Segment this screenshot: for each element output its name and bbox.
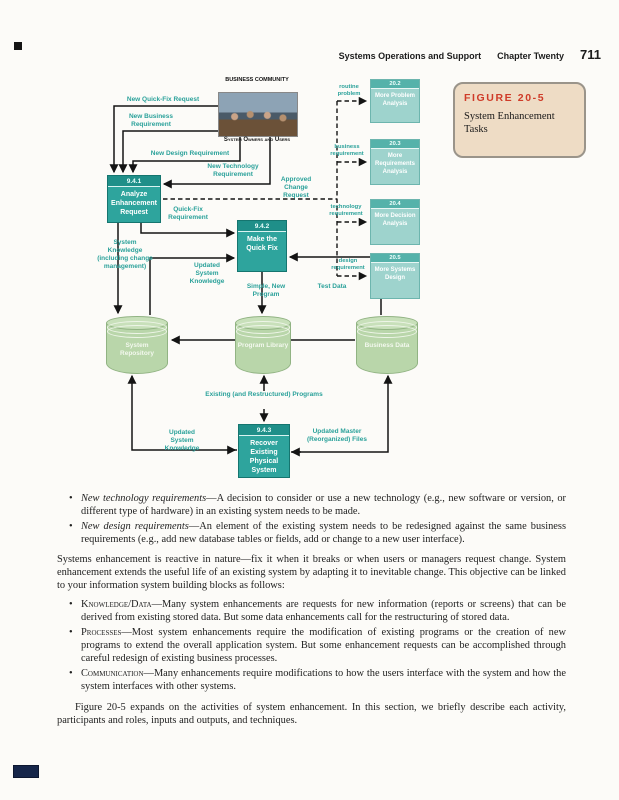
flow-existing-programs: Existing (and Restructured) Programs <box>205 391 323 398</box>
system-owners-users-caption: System Owners and Users <box>223 137 291 143</box>
flow-quick-fix-requirement: Quick-Fix Requirement <box>168 206 208 222</box>
bullet-term: New design requirements <box>81 521 189 532</box>
reference-id: 20.4 <box>371 200 419 209</box>
datastore-program-library <box>235 316 291 374</box>
meeting-photo <box>218 92 298 137</box>
cylinder-ring <box>236 325 290 338</box>
datastore-system-repository <box>106 316 168 374</box>
datastore-label: Business Data <box>364 342 410 349</box>
flow-approved-change-request: Approved Change Request <box>280 176 312 200</box>
datastore-label: System Repository <box>120 342 154 358</box>
reference-id: 20.3 <box>371 140 419 149</box>
flow-routine-problem: routine problem <box>337 84 361 98</box>
process-name: Recover Existing Physical System <box>249 440 279 475</box>
reference-name: More Decision Analysis <box>374 213 416 228</box>
flow-simple-new-program: Simple, New Program <box>246 283 286 299</box>
bullet-marker: • <box>69 493 73 504</box>
process-make-the-quick-fix <box>237 220 287 272</box>
reference-more-requirements-analysis <box>370 139 420 185</box>
figure-number: FIGURE 20-5 <box>464 92 546 104</box>
reference-id: 20.2 <box>371 80 419 89</box>
bullet-knowledge-data <box>69 598 566 624</box>
paragraph-systems-enhancement: Systems enhancement is reactive in nature—fix it when it breaks or when users or managers request change. System enhancement extends the useful life of an existing system by adapting it to inevitable change. This objective can be linked to your information system building blocks as follows: <box>57 554 566 591</box>
bullet-processes <box>69 626 566 665</box>
bullet-text: —Many enhancements require modifications to how the users interface with the system and how the system interfaces with other systems. <box>81 668 566 692</box>
page-number: 711 <box>580 47 601 62</box>
flow-new-design-requirement: New Design Requirement <box>150 150 230 157</box>
reference-id: 20.5 <box>371 254 419 263</box>
bullet-text: —Most system enhancements require the modification of existing programs or the creation of new programs to extend the overall application system. But some enhancement requests can be accomplished through careful redesign of existing business processes. <box>81 627 566 664</box>
flow-new-business-requirement: New Business Requirement <box>128 113 174 129</box>
reference-name: More Systems Design <box>374 267 416 282</box>
bullet-marker: • <box>69 668 73 679</box>
bullet-term: Knowledge/Data <box>81 599 152 610</box>
flow-new-quick-fix-request: New Quick-Fix Request <box>126 96 200 103</box>
flow-updated-system-knowledge-2: Updated System Knowledge <box>164 429 200 453</box>
page-corner-mark <box>13 765 39 778</box>
reference-more-systems-design <box>370 253 420 299</box>
process-id: 9.4.3 <box>239 425 289 436</box>
datastore-business-data <box>356 316 418 374</box>
section-title: Systems Operations and Support <box>338 51 482 61</box>
flow-updated-master-files: Updated Master (Reorganized) Files <box>307 428 367 444</box>
cylinder-ring <box>357 325 417 338</box>
reference-more-decision-analysis <box>370 199 420 245</box>
flow-technology-requirement: technology requirement <box>329 204 363 218</box>
bullet-term: Communication <box>81 668 144 679</box>
bullet-term: Processes <box>81 627 122 638</box>
bullet-marker: • <box>69 599 73 610</box>
reference-more-problem-analysis <box>370 79 420 123</box>
bullet-term: New technology requirements <box>81 493 207 504</box>
bullet-text: —An element of the existing system needs to be redesigned against the same business requirements (e.g., add new database tables or fields, add or change to a new user interface). <box>81 521 566 545</box>
flow-test-data: Test Data <box>317 283 347 290</box>
process-id: 9.4.1 <box>108 176 160 187</box>
reference-name: More Requirements Analysis <box>374 153 415 176</box>
process-name: Make the Quick Fix <box>246 236 278 253</box>
chapter-title: Chapter Twenty <box>497 51 565 61</box>
business-community-label: BUSINESS COMMUNITY <box>225 77 289 83</box>
process-id: 9.4.2 <box>238 221 286 232</box>
flow-system-knowledge: System Knowledge (including change management) <box>97 239 153 271</box>
reference-name: More Problem Analysis <box>374 93 415 108</box>
flow-updated-system-knowledge: Updated System Knowledge <box>189 262 225 286</box>
bullet-new-design-requirements <box>69 520 566 546</box>
bullet-marker: • <box>69 521 73 532</box>
datastore-label: Program Library <box>237 342 289 349</box>
process-name: Analyze Enhancement Request <box>111 191 157 217</box>
bullet-communication <box>69 667 566 693</box>
bullet-marker: • <box>69 627 73 638</box>
flow-new-technology-requirement: New Technology Requirement <box>207 163 259 179</box>
bullet-text: —Many system enhancements are requests for new information (reports or screens) that can be derived from existing stored data. But some data enhancements call for the restructuring of stored data. <box>81 599 566 623</box>
bullet-new-technology-requirements <box>69 492 566 518</box>
figure-title: System Enhancement Tasks <box>464 111 555 136</box>
cylinder-ring <box>107 325 167 338</box>
flow-design-requirement: design requirement <box>331 258 365 272</box>
paragraph-figure-expands: Figure 20-5 expands on the activities of system enhancement. In this section, we briefly describe each activity, participants and roles, inputs and outputs, and techniques. <box>57 702 566 726</box>
flow-business-requirement: business requirement <box>330 144 364 158</box>
body-text <box>57 492 566 727</box>
process-recover-existing-physical-system <box>238 424 290 478</box>
bullet-text: —A decision to consider or use a new technology (e.g., new software or version, or different type of hardware) in an existing system needs to be made. <box>81 493 566 517</box>
process-analyze-enhancement-request <box>107 175 161 223</box>
